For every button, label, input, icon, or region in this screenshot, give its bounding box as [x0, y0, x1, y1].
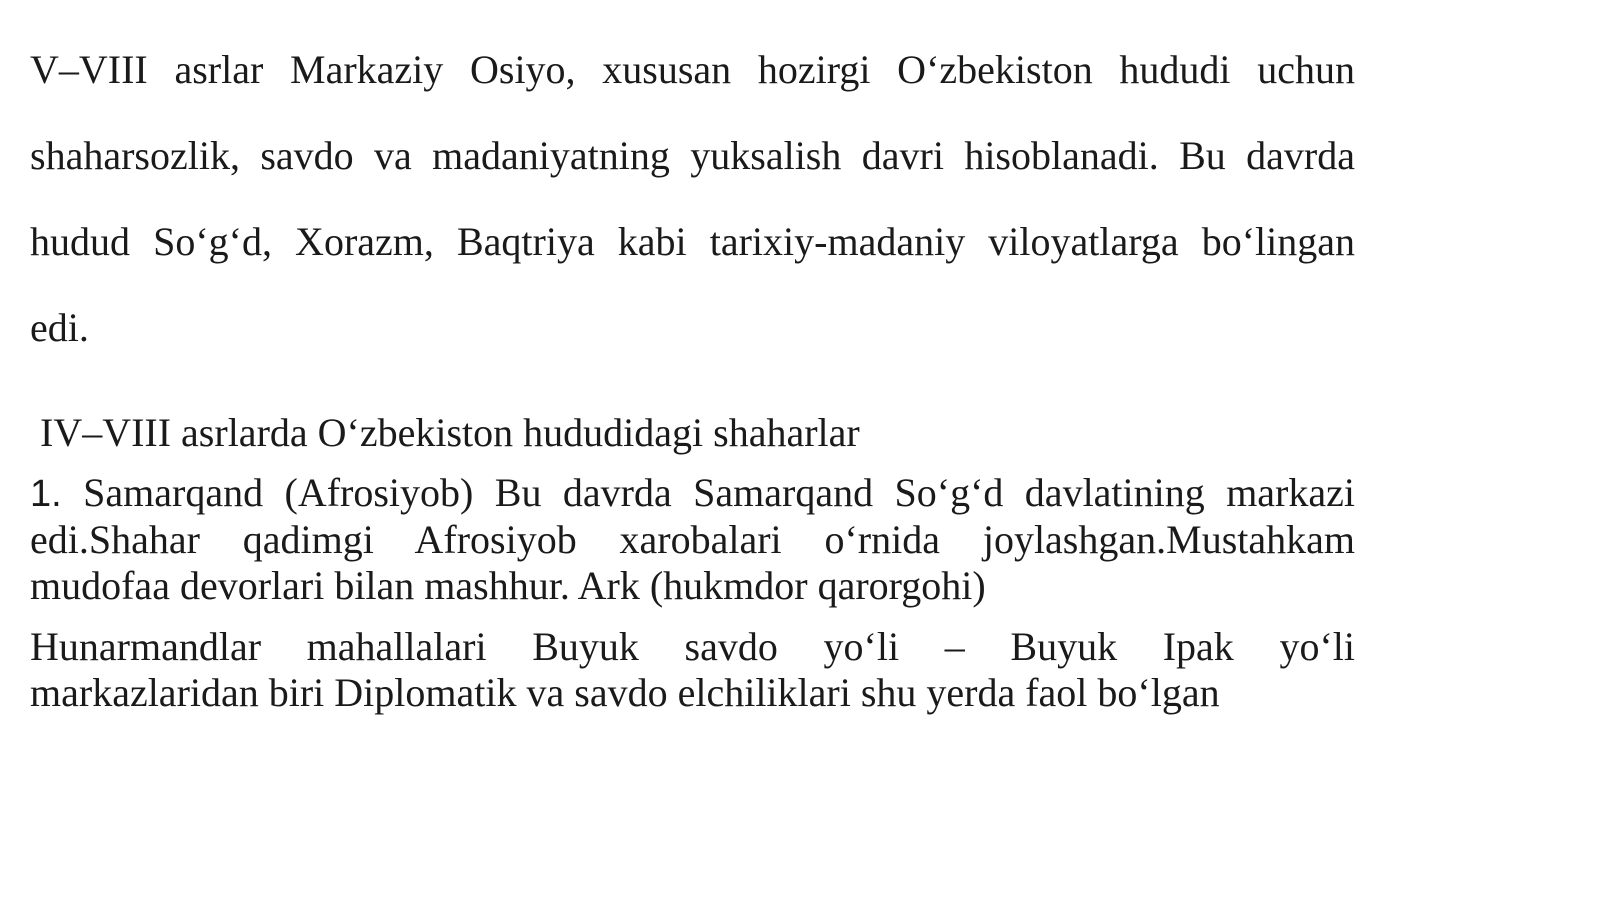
intro-line-3: hudud So‘g‘d, Xorazm, Baqtriya kabi tarixiy-madaniy viloyatlarga bo‘lingan: [30, 219, 1355, 264]
item-samarqand-line-2: edi.Shahar qadimgi Afrosiyob xarobalari o‘rnida joylashgan.Mustahkam: [30, 517, 1355, 562]
item-hunarmandlar-line-2: markazlaridan biri Diplomatik va savdo elchiliklari shu yerda faol bo‘lgan: [30, 670, 1220, 715]
item-hunarmandlar-paragraph: [30, 624, 1355, 716]
item-samarqand-line-1-text: Samarqand (Afrosiyob) Bu davrda Samarqand So‘g‘d davlatining markazi: [83, 470, 1356, 515]
intro-line-4: edi.: [30, 305, 89, 350]
list-number: 1.: [30, 473, 62, 515]
item-hunarmandlar-line-1: Hunarmandlar mahallalari Buyuk savdo yo‘li – Buyuk Ipak yo‘li: [30, 624, 1355, 669]
intro-line-1: V–VIII asrlar Markaziy Osiyo, xususan hozirgi O‘zbekiston hududi uchun: [30, 47, 1355, 92]
item-samarqand-paragraph: [30, 470, 1355, 609]
item-samarqand-line-1: [30, 470, 1355, 517]
section-heading: IV–VIII asrlarda O‘zbekiston hududidagi shaharlar: [40, 410, 860, 455]
item-samarqand-line-3: mudofaa devorlari bilan mashhur. Ark (hukmdor qarorgohi): [30, 563, 986, 608]
intro-line-2: shaharsozlik, savdo va madaniyatning yuksalish davri hisoblanadi. Bu davrda: [30, 133, 1355, 178]
